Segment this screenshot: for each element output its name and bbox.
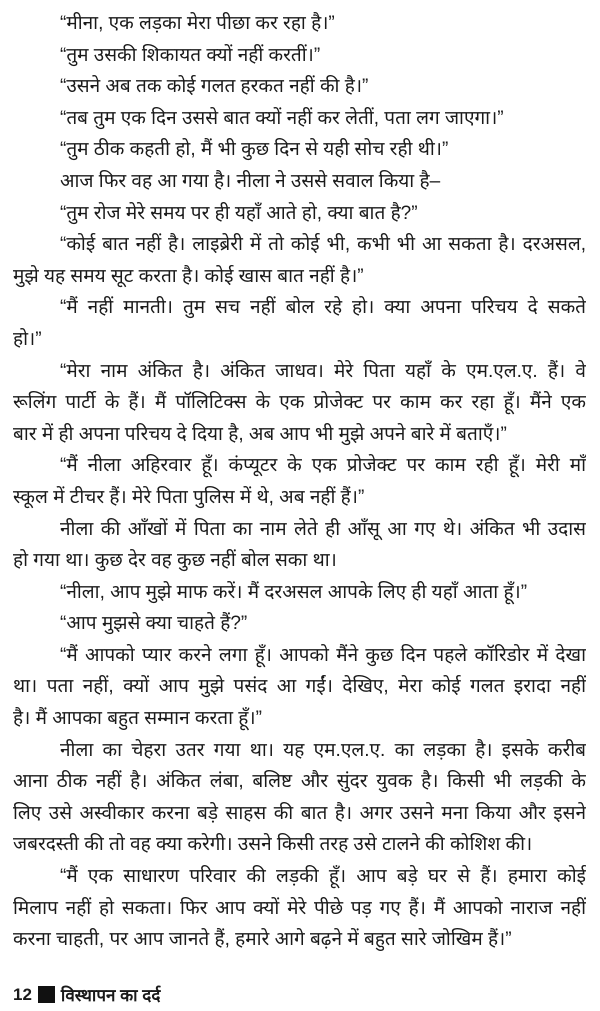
text-line: “नीला, आप मुझे माफ करें। मैं दरअसल आपके लिए ही यहाँ आता हूँ।” [60, 581, 528, 603]
text-line: करना चाहती, पर आप जानते हैं, हमारे आगे बढ़ने में बहुत सारे जोखिम हैं।” [13, 929, 512, 951]
text-line: आना ठीक नहीं है। अंकित लंबा, बलिष्ट और सुंदर युवक है। किसी भी लड़की के [13, 771, 586, 793]
text-line: हो।” [13, 328, 42, 350]
text-line: था। पता नहीं, क्यों आप मुझे पसंद आ गईं। देखिए, मेरा कोई गलत इरादा नहीं [13, 676, 586, 698]
text-line: “उसने अब तक कोई गलत हरकत नहीं की है।” [60, 76, 369, 98]
paragraph [13, 8, 586, 40]
paragraph [13, 103, 586, 135]
paragraph [13, 356, 586, 451]
page-footer [13, 983, 160, 1006]
book-title: विस्थापन का दर्द [60, 986, 161, 1005]
paragraph [13, 577, 586, 609]
text-line: स्कूल में टीचर हैं। मेरे पिता पुलिस में थे, अब नहीं हैं।” [13, 486, 365, 508]
text-line: “मैं नहीं मानती। तुम सच नहीं बोल रहे हो। क्या अपना परिचय दे सकते [60, 297, 586, 319]
paragraph [13, 198, 586, 230]
text-line: है। मैं आपका बहुत सम्मान करता हूँ।” [13, 708, 262, 730]
text-line: नीला की आँखों में पिता का नाम लेते ही आँसू आ गए थे। अंकित भी उदास [60, 518, 586, 540]
text-line: हो गया था। कुछ देर वह कुछ नहीं बोल सका था। [13, 550, 337, 572]
paragraph [13, 735, 586, 861]
text-line: मिलाप नहीं हो सकता। फिर आप क्यों मेरे पीछे पड़ गए हैं। मैं आपको नाराज नहीं [13, 897, 586, 919]
text-line: “आप मुझसे क्या चाहते हैं?” [60, 613, 248, 635]
paragraph [13, 229, 586, 292]
text-line: “मेरा नाम अंकित है। अंकित जाधव। मेरे पिता यहाँ के एम.एल.ए. हैं। वे [60, 360, 586, 382]
text-line: “तुम ठीक कहती हो, मैं भी कुछ दिन से यही सोच रही थी।” [60, 139, 449, 161]
paragraph [13, 640, 586, 735]
text-line: “तुम रोज मेरे समय पर ही यहाँ आते हो, क्या बात है?” [60, 202, 418, 224]
text-line: “मैं एक साधारण परिवार की लड़की हूँ। आप बड़े घर से हैं। हमारा कोई [60, 866, 586, 888]
page-number: 12 [13, 984, 32, 1004]
text-line: “मीना, एक लड़का मेरा पीछा कर रहा है।” [60, 13, 335, 34]
paragraph [13, 861, 586, 956]
text-line: “कोई बात नहीं है। लाइब्रेरी में तो कोई भी, कभी भी आ सकता है। दरअसल, [60, 234, 586, 256]
paragraph [13, 514, 586, 577]
text-line: नीला का चेहरा उतर गया था। यह एम.एल.ए. का लड़का है। इसके करीब [60, 739, 586, 761]
paragraph [13, 450, 586, 513]
text-line: बार में ही अपना परिचय दे दिया है, अब आप भी मुझे अपने बारे में बताएँ।” [13, 423, 507, 445]
text-line: आज फिर वह आ गया है। नीला ने उससे सवाल किया है– [60, 170, 441, 192]
square-bullet-icon [38, 986, 55, 1003]
paragraph [13, 608, 586, 640]
text-line: “तब तुम एक दिन उससे बात क्यों नहीं कर लेतीं, पता लग जाएगा।” [60, 107, 504, 129]
text-line: मुझे यह समय सूट करता है। कोई खास बात नहीं है।” [13, 265, 364, 287]
paragraph [13, 292, 586, 355]
paragraph [13, 71, 586, 103]
text-line: रूलिंग पार्टी के हैं। मैं पॉलिटिक्स के एक प्रोजेक्ट पर काम कर रहा हूँ। मैंने एक [13, 392, 586, 414]
text-line: जबरदस्ती की तो वह क्या करेगी। उसने किसी तरह उसे टालने की कोशिश की। [13, 834, 533, 856]
text-line: “मैं आपको प्यार करने लगा हूँ। आपको मैंने कुछ दिन पहले कॉरिडोर में देखा [60, 644, 586, 666]
text-line: लिए उसे अस्वीकार करना बड़े साहस की बात है। अगर उसने मना किया और इसने [13, 802, 586, 824]
page-body [13, 8, 586, 956]
paragraph [13, 134, 586, 166]
text-line: “तुम उसकी शिकायत क्यों नहीं करतीं।” [60, 44, 321, 66]
paragraph [13, 40, 586, 72]
paragraph [13, 166, 586, 198]
text-line: “मैं नीला अहिरवार हूँ। कंप्यूटर के एक प्रोजेक्ट पर काम रही हूँ। मेरी माँ [60, 455, 586, 477]
